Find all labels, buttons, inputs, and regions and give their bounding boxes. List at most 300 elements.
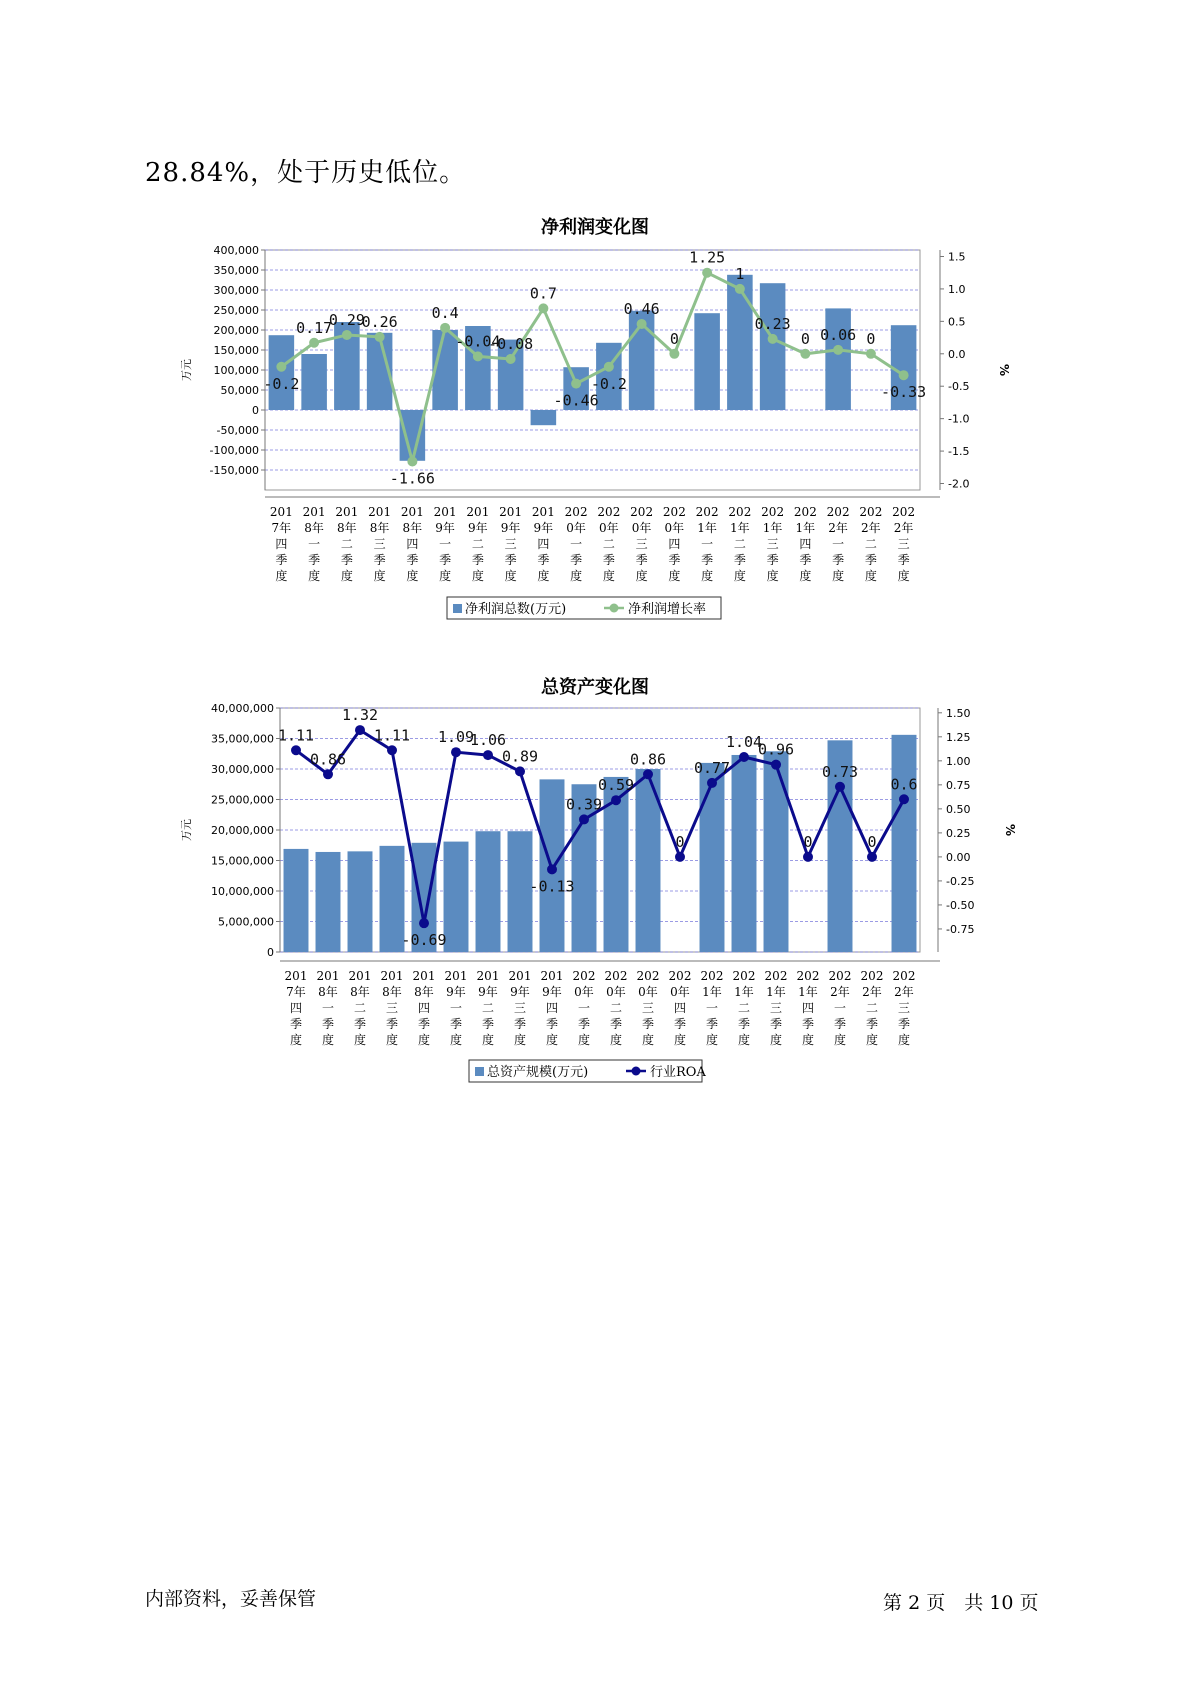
x-tick-label: 202 (564, 505, 588, 519)
data-point (771, 760, 781, 770)
y-tick-label: 25,000,000 (211, 793, 274, 807)
data-label: 0.86 (309, 750, 347, 769)
x-tick-label: 季 (308, 553, 321, 567)
x-tick-label: 二 (864, 537, 877, 551)
y-tick-label: 100,000 (213, 364, 259, 377)
x-tick-label: 8年 (304, 521, 324, 535)
data-point (669, 349, 679, 359)
x-tick-label: 202 (572, 969, 596, 983)
x-tick-label: 季 (513, 1017, 527, 1031)
x-tick-label: 7年 (271, 521, 292, 535)
data-label: -0.33 (881, 383, 927, 402)
x-tick-label: 9年 (510, 985, 530, 999)
x-tick-label: 三 (897, 1001, 911, 1015)
data-point (675, 852, 685, 862)
x-tick-label: 201 (269, 505, 293, 519)
x-tick-label: 度 (570, 569, 583, 583)
y-tick-label: 10,000,000 (211, 885, 274, 898)
x-tick-label: 二 (471, 537, 484, 551)
bar (825, 308, 851, 410)
x-tick-label: 一 (321, 1001, 335, 1015)
y-axis-label: 万元 (180, 819, 193, 841)
x-tick-label: 度 (545, 1033, 559, 1047)
data-label: 0.73 (821, 762, 859, 781)
x-tick-label: 季 (417, 1017, 431, 1031)
x-tick-label: 202 (630, 505, 654, 519)
x-tick-label: 1年 (798, 985, 818, 999)
x-tick-label: 2年 (861, 521, 881, 535)
x-tick-label: 季 (701, 553, 714, 567)
x-tick-label: 202 (793, 505, 817, 519)
y2-tick-label: 0.0 (948, 347, 966, 361)
x-tick-label: 8年 (337, 521, 357, 535)
x-tick-label: 201 (444, 969, 468, 983)
x-tick-label: 9年 (542, 985, 562, 999)
x-tick-label: 四 (799, 537, 812, 551)
x-tick-label: 季 (897, 1017, 911, 1031)
data-label: -1.66 (389, 469, 435, 488)
x-tick-label: 9年 (533, 521, 554, 535)
legend-line-label: 行业ROA (650, 1065, 706, 1080)
x-tick-label: 2年 (830, 985, 850, 999)
data-point (538, 303, 548, 313)
legend-line-dot (610, 604, 619, 613)
x-tick-label: 度 (602, 569, 615, 583)
data-point (735, 284, 745, 294)
x-tick-label: 0年 (670, 985, 690, 999)
x-tick-label: 季 (439, 553, 452, 567)
x-tick-label: 季 (668, 553, 681, 567)
x-tick-label: 0年 (566, 521, 586, 535)
x-tick-label: 四 (668, 537, 681, 551)
x-tick-label: 9年 (446, 985, 466, 999)
data-label: 0 (803, 832, 813, 851)
bar (316, 852, 341, 952)
data-label: 0.96 (757, 740, 795, 759)
data-point (739, 752, 749, 762)
data-point (473, 351, 483, 361)
x-tick-label: 三 (641, 1001, 655, 1015)
x-tick-label: 1年 (734, 985, 754, 999)
x-tick-label: 季 (864, 553, 877, 567)
x-tick-label: 度 (417, 1033, 431, 1047)
x-tick-label: 四 (289, 1001, 303, 1015)
y-tick-label: 5,000,000 (218, 915, 274, 929)
x-tick-label: 季 (471, 553, 484, 567)
x-tick-label: 三 (513, 1001, 527, 1015)
bar (760, 283, 786, 410)
x-tick-label: 二 (353, 1001, 367, 1015)
x-tick-label: 0年 (631, 521, 652, 535)
y-axis-label: 万元 (180, 359, 193, 381)
x-tick-label: 202 (728, 505, 752, 519)
bar (732, 755, 757, 952)
data-point (323, 769, 333, 779)
x-tick-label: 201 (316, 969, 340, 983)
x-tick-label: 201 (335, 505, 359, 519)
data-label: 1.11 (277, 726, 315, 745)
x-tick-label: 202 (604, 969, 628, 983)
x-tick-label: 202 (828, 969, 852, 983)
data-label: 1.04 (725, 732, 763, 751)
data-point (707, 778, 717, 788)
x-tick-label: 度 (635, 569, 648, 583)
x-tick-label: 202 (662, 505, 686, 519)
y-tick-label: 20,000,000 (211, 824, 274, 837)
x-tick-label: 201 (531, 505, 555, 519)
legend-bar-swatch (475, 1067, 484, 1076)
x-tick-label: 度 (705, 1033, 719, 1047)
x-tick-label: 四 (275, 537, 288, 551)
x-tick-label: 度 (737, 1033, 751, 1047)
x-tick-label: 度 (439, 569, 452, 583)
x-tick-label: 度 (897, 1033, 911, 1047)
data-point (604, 362, 614, 372)
data-point (835, 782, 845, 792)
data-point (387, 745, 397, 755)
x-tick-label: 季 (833, 1017, 847, 1031)
x-tick-label: 度 (577, 1033, 591, 1047)
bar (269, 335, 295, 410)
y2-tick-label: -1.0 (948, 412, 970, 426)
x-tick-label: 季 (570, 553, 583, 567)
x-tick-label: 201 (412, 969, 436, 983)
data-point (515, 766, 525, 776)
x-tick-label: 201 (499, 505, 523, 519)
x-tick-label: 季 (289, 1017, 303, 1031)
data-point (611, 795, 621, 805)
x-tick-label: 度 (641, 1033, 655, 1047)
x-tick-label: 一 (308, 537, 321, 551)
chart-title: 净利润变化图 (541, 217, 649, 238)
x-tick-label: 季 (602, 553, 615, 567)
data-label: 1.06 (469, 731, 507, 750)
x-tick-label: 2年 (828, 521, 848, 535)
bar (694, 313, 720, 410)
data-label: 0.77 (693, 758, 731, 777)
data-point (375, 332, 385, 342)
x-tick-label: 度 (865, 1033, 879, 1047)
x-tick-label: 9年 (500, 521, 521, 535)
x-tick-label: 8年 (402, 521, 423, 535)
y2-tick-label: 1.25 (946, 730, 971, 744)
x-tick-label: 度 (673, 1033, 687, 1047)
data-point (579, 814, 589, 824)
x-tick-label: 2年 (893, 521, 914, 535)
x-tick-label: 201 (466, 505, 490, 519)
page-total: 10 (989, 1592, 1014, 1614)
y-tick-label: 35,000,000 (211, 732, 274, 746)
x-tick-label: 202 (695, 505, 719, 519)
x-tick-label: 7年 (286, 985, 306, 999)
data-label: 0.17 (296, 318, 333, 337)
x-tick-label: 一 (449, 1001, 463, 1015)
x-tick-label: 8年 (350, 985, 370, 999)
x-tick-label: 季 (449, 1017, 463, 1031)
x-tick-label: 季 (504, 553, 517, 567)
x-tick-label: 二 (602, 537, 615, 551)
x-tick-label: 二 (865, 1001, 879, 1015)
x-tick-label: 三 (504, 537, 517, 551)
x-tick-label: 季 (705, 1017, 719, 1031)
x-tick-label: 季 (545, 1017, 559, 1031)
x-tick-label: 201 (540, 969, 564, 983)
x-tick-label: 一 (832, 537, 845, 551)
x-tick-label: 季 (353, 1017, 367, 1031)
x-tick-label: 季 (897, 553, 910, 567)
y2-axis-label: % (997, 363, 1011, 377)
y2-axis-label: % (1003, 823, 1017, 837)
y-tick-label: 200,000 (213, 324, 259, 337)
y-tick-label: -150,000 (209, 464, 259, 477)
y2-tick-label: 1.0 (948, 282, 966, 296)
data-label: 0.89 (501, 747, 539, 766)
data-point (899, 370, 909, 380)
x-tick-label: 四 (406, 537, 419, 551)
bar (348, 851, 373, 952)
x-tick-label: 202 (859, 505, 883, 519)
x-tick-label: 二 (609, 1001, 623, 1015)
data-label: 0.06 (820, 325, 857, 344)
y2-tick-label: -0.5 (948, 380, 970, 394)
data-label: 0.6 (890, 775, 918, 794)
x-tick-label: 度 (668, 569, 681, 583)
x-tick-label: 度 (801, 1033, 815, 1047)
net-profit-chart (170, 205, 1011, 675)
x-tick-label: 度 (481, 1033, 495, 1047)
x-tick-label: 季 (737, 1017, 751, 1031)
data-point (899, 794, 909, 804)
x-tick-label: 一 (833, 1001, 847, 1015)
x-tick-label: 三 (635, 537, 648, 551)
x-tick-label: 季 (801, 1017, 815, 1031)
x-tick-label: 季 (481, 1017, 495, 1031)
data-label: 0 (675, 832, 685, 851)
data-label: 0.46 (623, 299, 660, 318)
x-tick-label: 三 (385, 1001, 399, 1015)
net-profit-chart-svg (170, 205, 1011, 675)
data-point (451, 747, 461, 757)
x-tick-label: 季 (865, 1017, 879, 1031)
data-label: -0.2 (263, 374, 300, 393)
total-assets-chart (170, 668, 1017, 1138)
y2-tick-label: 1.5 (948, 250, 966, 264)
x-tick-label: 度 (385, 1033, 399, 1047)
x-tick-label: 1年 (702, 985, 722, 999)
x-tick-label: 度 (733, 569, 746, 583)
y2-tick-label: -0.25 (946, 874, 975, 888)
y2-tick-label: 1.50 (946, 706, 971, 720)
y-tick-label: -100,000 (209, 444, 259, 457)
data-label: 0 (866, 329, 876, 348)
x-tick-label: 度 (340, 569, 353, 583)
data-label: -0.46 (553, 391, 599, 410)
x-tick-label: 度 (289, 1033, 303, 1047)
x-tick-label: 二 (340, 537, 353, 551)
x-tick-label: 季 (635, 553, 648, 567)
x-tick-label: 四 (417, 1001, 431, 1015)
x-tick-label: 三 (769, 1001, 783, 1015)
y2-tick-label: 0.75 (946, 778, 971, 792)
data-point (643, 769, 653, 779)
x-tick-label: 度 (833, 1033, 847, 1047)
x-tick-label: 度 (897, 569, 910, 583)
x-tick-label: 四 (673, 1001, 687, 1015)
x-tick-label: 季 (340, 553, 353, 567)
y2-tick-label: 0.25 (946, 826, 971, 840)
data-point (547, 864, 557, 874)
x-tick-label: 四 (545, 1001, 559, 1015)
bar (301, 354, 327, 410)
x-tick-label: 季 (321, 1017, 335, 1031)
x-tick-label: 度 (513, 1033, 527, 1047)
data-label: 1 (735, 264, 745, 283)
x-tick-label: 201 (400, 505, 424, 519)
legend-bar-label: 总资产规模(万元) (487, 1065, 589, 1080)
x-tick-label: 1年 (795, 521, 816, 535)
bar (892, 735, 917, 952)
x-tick-label: 季 (406, 553, 419, 567)
y2-tick-label: 0.00 (946, 850, 971, 864)
y-tick-label: -50,000 (216, 424, 259, 437)
x-tick-label: 季 (373, 553, 386, 567)
x-tick-label: 8年 (318, 985, 338, 999)
x-tick-label: 1年 (762, 521, 783, 535)
data-label: 1.09 (437, 728, 475, 747)
x-tick-label: 度 (471, 569, 484, 583)
x-tick-label: 度 (373, 569, 386, 583)
x-tick-label: 201 (476, 969, 500, 983)
x-tick-label: 0年 (606, 985, 626, 999)
legend (447, 597, 721, 619)
x-tick-label: 季 (641, 1017, 655, 1031)
data-label: 0.26 (361, 312, 398, 331)
data-point (803, 852, 813, 862)
y-tick-label: 40,000,000 (211, 702, 274, 715)
data-label: 0 (669, 329, 679, 348)
total-assets-chart-svg (170, 668, 1017, 1138)
legend-line-dot (632, 1067, 641, 1076)
y2-tick-label: -2.0 (948, 477, 970, 491)
x-tick-label: 2年 (894, 985, 914, 999)
x-tick-label: 8年 (414, 985, 434, 999)
x-tick-label: 202 (700, 969, 724, 983)
data-label: 0.7 (529, 284, 557, 303)
x-tick-label: 二 (737, 1001, 751, 1015)
data-point (867, 852, 877, 862)
data-label: -0.04 (455, 332, 501, 351)
x-tick-label: 度 (766, 569, 779, 583)
x-tick-label: 度 (799, 569, 812, 583)
data-label: 0 (867, 832, 877, 851)
x-tick-label: 度 (701, 569, 714, 583)
x-tick-label: 度 (864, 569, 877, 583)
data-label: -0.69 (401, 931, 447, 950)
x-tick-label: 季 (609, 1017, 623, 1031)
x-tick-label: 0年 (664, 521, 685, 535)
y2-tick-label: 0.50 (946, 802, 971, 816)
x-tick-label: 201 (433, 505, 457, 519)
x-tick-label: 度 (275, 569, 288, 583)
x-tick-label: 201 (348, 969, 372, 983)
x-tick-label: 度 (449, 1033, 463, 1047)
footer-page-info (883, 1588, 1039, 1615)
data-point (866, 349, 876, 359)
data-point (419, 918, 429, 928)
x-tick-label: 一 (570, 537, 583, 551)
page-label-pre: 第 (883, 1592, 903, 1614)
x-tick-label: 季 (766, 553, 779, 567)
data-label: 0.4 (431, 303, 459, 322)
y-tick-label: 300,000 (213, 284, 259, 297)
x-tick-label: 201 (380, 969, 404, 983)
y-tick-label: 15,000,000 (211, 854, 274, 868)
data-point (483, 750, 493, 760)
data-point (800, 349, 810, 359)
y-tick-label: 0 (252, 404, 259, 417)
x-tick-label: 度 (504, 569, 517, 583)
data-point (440, 323, 450, 333)
x-tick-label: 202 (826, 505, 850, 519)
x-tick-label: 1年 (730, 521, 750, 535)
bar (476, 831, 501, 952)
x-tick-label: 202 (761, 505, 785, 519)
x-tick-label: 季 (673, 1017, 687, 1031)
x-tick-label: 202 (732, 969, 756, 983)
y-tick-label: 0 (267, 946, 274, 959)
data-label: 0.29 (328, 310, 365, 329)
x-tick-label: 201 (368, 505, 392, 519)
data-point (768, 334, 778, 344)
x-tick-label: 度 (609, 1033, 623, 1047)
data-label: -0.08 (488, 334, 534, 353)
x-tick-label: 四 (537, 537, 550, 551)
x-tick-label: 0年 (574, 985, 594, 999)
data-point (407, 456, 417, 466)
x-tick-label: 0年 (599, 521, 619, 535)
legend-line-label: 净利润增长率 (628, 602, 707, 617)
x-tick-label: 三 (766, 537, 779, 551)
x-tick-label: 9年 (468, 521, 488, 535)
bar (764, 751, 789, 952)
x-tick-label: 201 (302, 505, 326, 519)
data-label: 1.32 (341, 706, 379, 725)
x-tick-label: 1年 (766, 985, 786, 999)
x-tick-label: 季 (385, 1017, 399, 1031)
x-tick-label: 度 (406, 569, 419, 583)
y2-tick-label: -0.50 (946, 898, 975, 912)
data-point (833, 345, 843, 355)
bar (284, 849, 309, 952)
y-tick-label: 30,000,000 (211, 763, 274, 776)
x-tick-label: 8年 (369, 521, 390, 535)
x-tick-label: 一 (701, 537, 714, 551)
x-tick-label: 1年 (697, 521, 717, 535)
data-label: -0.2 (590, 374, 627, 393)
x-tick-label: 度 (353, 1033, 367, 1047)
x-tick-label: 二 (481, 1001, 495, 1015)
legend-bar-swatch (453, 604, 462, 613)
x-tick-label: 2年 (862, 985, 882, 999)
x-tick-label: 202 (892, 505, 916, 519)
x-tick-label: 度 (308, 569, 321, 583)
y2-tick-label: -1.5 (948, 445, 970, 459)
x-tick-label: 季 (733, 553, 746, 567)
x-tick-label: 202 (764, 969, 788, 983)
x-tick-label: 201 (284, 969, 308, 983)
data-point (355, 725, 365, 735)
data-label: -0.13 (529, 877, 575, 896)
